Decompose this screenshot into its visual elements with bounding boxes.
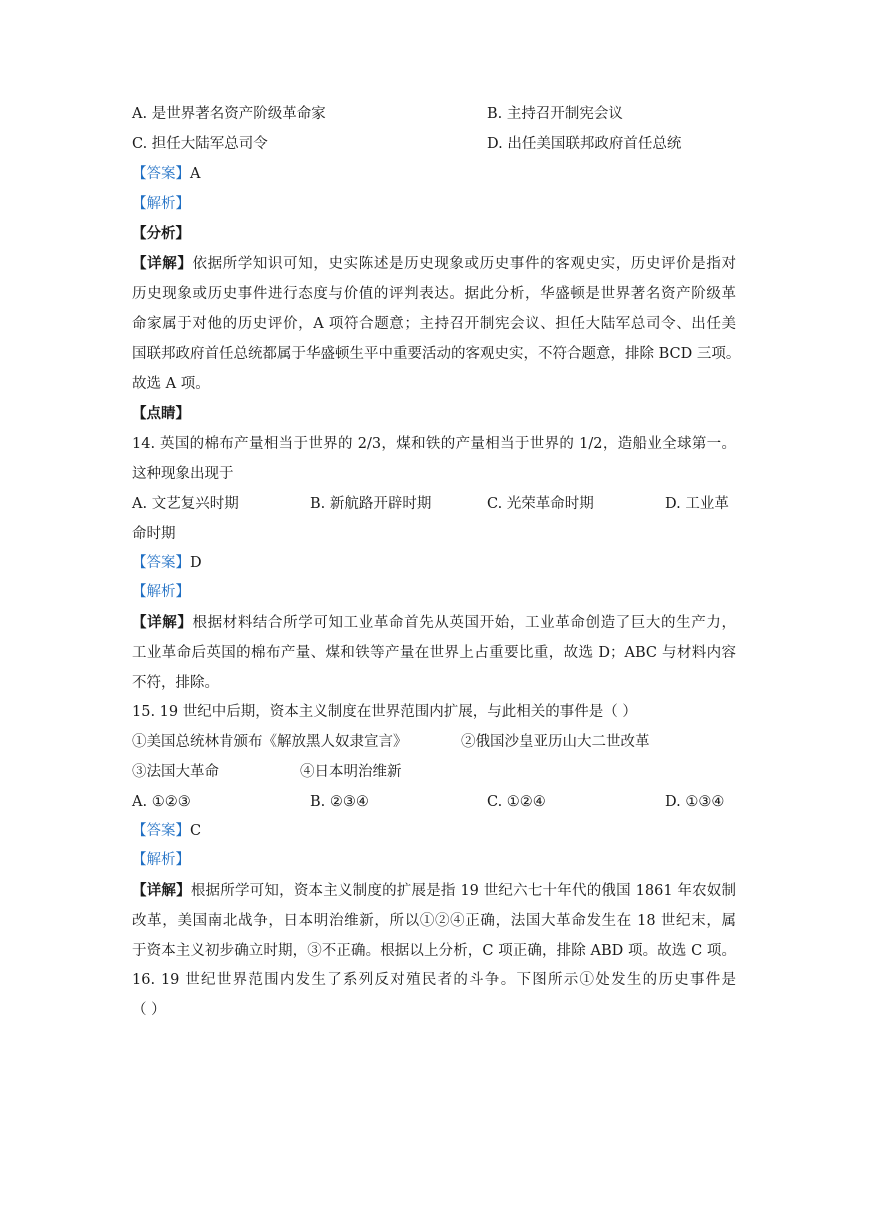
q13-detail-line-5: 故选 A 项。 xyxy=(132,376,210,392)
q15-item-1: ①美国总统林肯颁布《解放黑人奴隶宣言》 xyxy=(132,734,408,750)
q13-option-a: A. 是世界著名资产阶级革命家 xyxy=(132,106,326,122)
detail-tag: 【详解】 xyxy=(132,614,193,631)
q15-detail-line-2: 改革，美国南北战争，日本明治维新，所以①②④正确，法国大革命发生在 18 世纪末，属 xyxy=(132,913,736,929)
q13-detail-line-2: 历史现象或历史事件进行态度与价值的评判表达。据此分析，华盛顿是世界著名资产阶级革 xyxy=(132,286,736,302)
q15-option-b: B. ②③④ xyxy=(310,794,369,810)
q14-option-c: C. 光荣革命时期 xyxy=(487,496,594,512)
q14-option-d-cont: 命时期 xyxy=(132,526,176,542)
q14-detail-line-2: 工业革命后英国的棉布产量、煤和铁等产量在世界上占重要比重，故选 D；ABC 与材料内容 xyxy=(132,645,736,661)
q15-detail-line-1: 【详解】根据所学可知，资本主义制度的扩展是指 19 世纪六七十年代的俄国 1861 年农奴制 xyxy=(132,882,736,899)
q15-item-4: ④日本明治维新 xyxy=(300,764,402,780)
q13-detail-line-1: 【详解】依据所学知识可知，史实陈述是历史现象或历史事件的客观史实，历史评价是指对 xyxy=(132,255,737,272)
q15-detail-line-3: 于资本主义初步确立时期，③不正确。根据以上分析，C 项正确，排除 ABD 项。故选 C 项。 xyxy=(132,943,736,959)
q14-option-d: D. 工业革 xyxy=(665,496,729,512)
answer-tag: 【答案】 xyxy=(132,555,190,571)
q16-stem-line-1: 16. 19 世纪世界范围内发生了系列反对殖民者的斗争。下图所示①处发生的历史事件是 xyxy=(132,972,736,988)
q13-detail-line-3: 命家属于对他的历史评价，A 项符合题意；主持召开制宪会议、担任大陆军总司令、出任美 xyxy=(132,316,736,332)
q15-option-c: C. ①②④ xyxy=(487,794,546,810)
q13-detail-line-4: 国联邦政府首任总统都属于华盛顿生平中重要活动的客观史实，不符合题意，排除 BCD 三项。 xyxy=(132,346,741,362)
q14-answer: D xyxy=(190,555,202,571)
q13-option-d: D. 出任美国联邦政府首任总统 xyxy=(487,136,682,152)
q15-option-a: A. ①②③ xyxy=(132,794,191,810)
detail-tag: 【详解】 xyxy=(132,882,191,899)
answer-tag: 【答案】 xyxy=(132,166,190,182)
q15-answer: C xyxy=(190,823,202,839)
q13-dianjing-tag: 【点睛】 xyxy=(132,405,190,422)
q13-answer: A xyxy=(190,166,201,182)
q15-item-2: ②俄国沙皇亚历山大二世改革 xyxy=(461,734,650,750)
q14-stem-line-2: 这种现象出现于 xyxy=(132,466,234,482)
q14-option-a: A. 文艺复兴时期 xyxy=(132,496,239,512)
q13-analysis-tag: 【解析】 xyxy=(132,196,190,212)
q14-answer-line xyxy=(132,553,202,573)
q14-stem-line-1: 14. 英国的棉布产量相当于世界的 2/3，煤和铁的产量相当于世界的 1/2，造船业全球第一。 xyxy=(132,436,736,452)
q15-analysis-tag: 【解析】 xyxy=(132,852,190,868)
q15-option-d: D. ①③④ xyxy=(665,794,725,810)
q15-stem: 15. 19 世纪中后期，资本主义制度在世界范围内扩展，与此相关的事件是（ ） xyxy=(132,704,637,720)
q14-detail-line-1: 【详解】根据材料结合所学可知工业革命首先从英国开始，工业革命创造了巨大的生产力， xyxy=(132,614,737,631)
q13-answer-line xyxy=(132,164,200,184)
q15-answer-line xyxy=(132,821,201,841)
q15-item-3: ③法国大革命 xyxy=(132,764,219,780)
answer-tag: 【答案】 xyxy=(132,823,190,839)
q14-option-b: B. 新航路开辟时期 xyxy=(310,496,432,512)
q13-fenxi-tag: 【分析】 xyxy=(132,225,190,242)
detail-tag: 【详解】 xyxy=(132,255,193,272)
q13-option-b: B. 主持召开制宪会议 xyxy=(487,106,623,122)
q14-analysis-tag: 【解析】 xyxy=(132,584,190,600)
q13-option-c: C. 担任大陆军总司令 xyxy=(132,136,268,152)
q16-stem-line-2: （ ） xyxy=(132,1002,166,1018)
q14-detail-line-3: 不符，排除。 xyxy=(132,675,219,691)
